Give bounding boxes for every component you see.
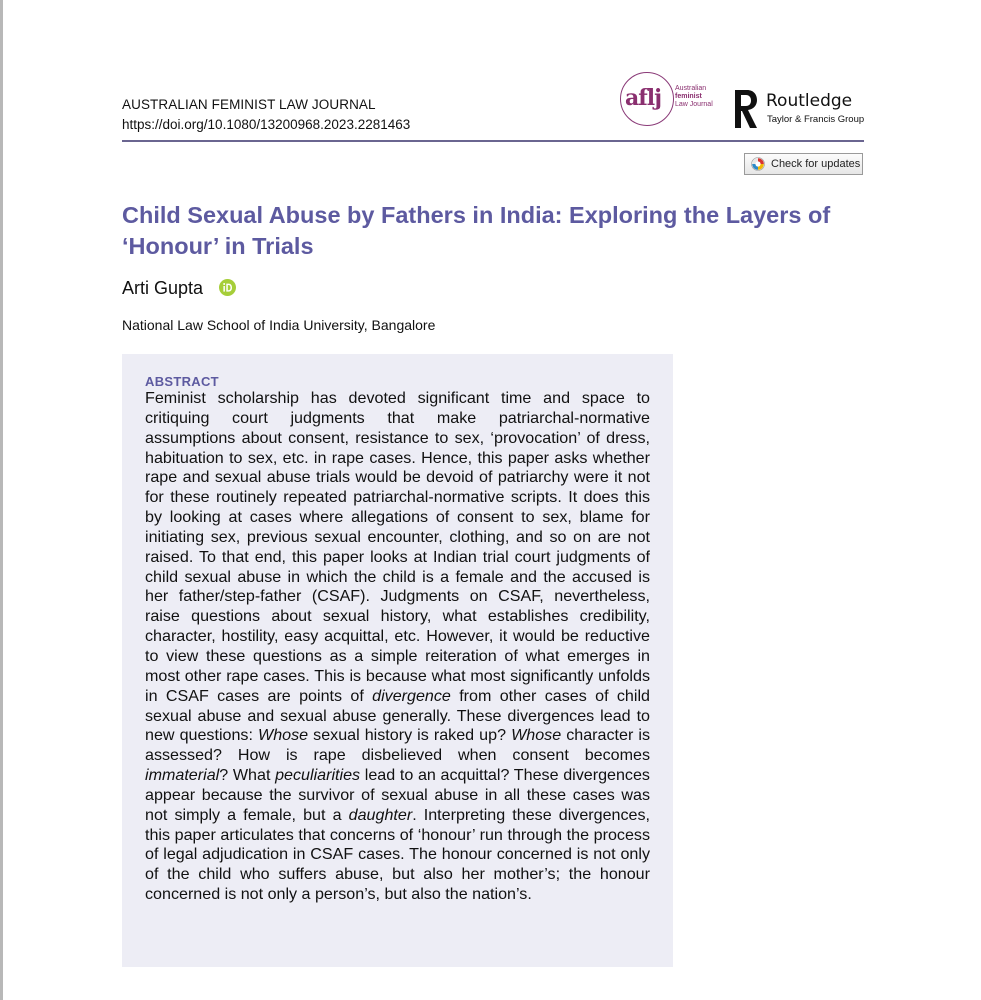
routledge-r-icon — [733, 88, 759, 130]
abstract-section — [122, 354, 673, 967]
check-updates-label: Check for updates — [771, 158, 861, 170]
journal-name: AUSTRALIAN FEMINIST LAW JOURNAL — [122, 97, 376, 112]
abstract-run: character is assessed? How is rape disbelieved when consent becomes — [145, 726, 650, 765]
publisher-group: Taylor & Francis Group — [767, 114, 865, 125]
aflj-logo-line: Australian — [675, 85, 707, 92]
abstract-emphasis: Whose — [258, 726, 309, 745]
check-for-updates-button[interactable] — [744, 153, 863, 175]
abstract-emphasis: immaterial — [145, 766, 220, 785]
abstract-run: from other cases of child sexual abuse and sexual abuse generally. These divergences lead to new questions: — [145, 686, 650, 745]
aflj-logo-text — [675, 85, 725, 109]
article-title: Child Sexual Abuse by Fathers in India: Exploring the Layers of ‘Honour’ in Trials — [122, 202, 831, 259]
abstract-text — [145, 389, 650, 905]
header-divider — [122, 140, 864, 142]
abstract-run: lead to an acquittal? These divergences appear because the survivor of sexual abuse in all these cases was not simply a female, but a — [145, 766, 650, 824]
routledge-logo — [733, 88, 873, 132]
aflj-logo — [620, 72, 715, 130]
aflj-logo-line: Law Journal — [675, 101, 713, 108]
page-edge-divider — [0, 0, 3, 1000]
check-updates-icon — [751, 157, 765, 171]
abstract-emphasis: divergence — [372, 686, 451, 705]
abstract-heading: ABSTRACT — [145, 374, 219, 389]
orcid-icon[interactable] — [219, 279, 236, 296]
abstract-emphasis: peculiarities — [275, 766, 361, 785]
doi-link[interactable]: https://doi.org/10.1080/13200968.2023.2281463 — [122, 117, 411, 132]
author-name: Arti Gupta — [122, 278, 204, 298]
author-affiliation: National Law School of India University, Bangalore — [122, 317, 436, 333]
abstract-run: . Interpreting these divergences, this paper articulates that concerns of ‘honour’ run through the process of legal adjudication in CSAF cases. The honour concerned is not only of the child who suffers abuse, but also her mother’s; the honour concerned is not only a person’s, but also the nation’s. — [145, 805, 650, 904]
aflj-logo-line: feminist — [675, 93, 702, 100]
abstract-run: ? What — [219, 766, 276, 785]
abstract-run: Feminist scholarship has devoted significant time and space to critiquing court judgments that make patriarchal-normative assumptions about consent, resistance to sex, ‘provocation’ of dress, habituation to sex, etc. in rape cases. Hence, this paper asks whether rape and sexual abuse trials would be devoid of patriarchy were it not for these routinely repeated patriarchal-normative scripts. It does this by looking at cases where allegations of consent to sex, blame for initiating sex, previous sexual encounter, clothing, and so on are not raised. To that end, this paper looks at Indian trial court judgments of child sexual abuse in which the child is a female and the accused is her father/step-father (CSAF). Judgments on CSAF, nevertheless, raise questions about sexual history, what establishes credibility, character, hostility, easy acquittal, etc. However, it would be reductive to view these questions as a simple reiteration of what emerges in most other rape cases. This is because what most significantly unfolds in CSAF cases are points of — [145, 389, 650, 705]
abstract-run: sexual history is raked up? — [308, 726, 512, 745]
aflj-logo-mark: aflj — [625, 85, 662, 111]
abstract-emphasis: daughter — [348, 805, 413, 824]
abstract-emphasis: Whose — [511, 726, 562, 745]
publisher-name: Routledge — [766, 91, 853, 111]
